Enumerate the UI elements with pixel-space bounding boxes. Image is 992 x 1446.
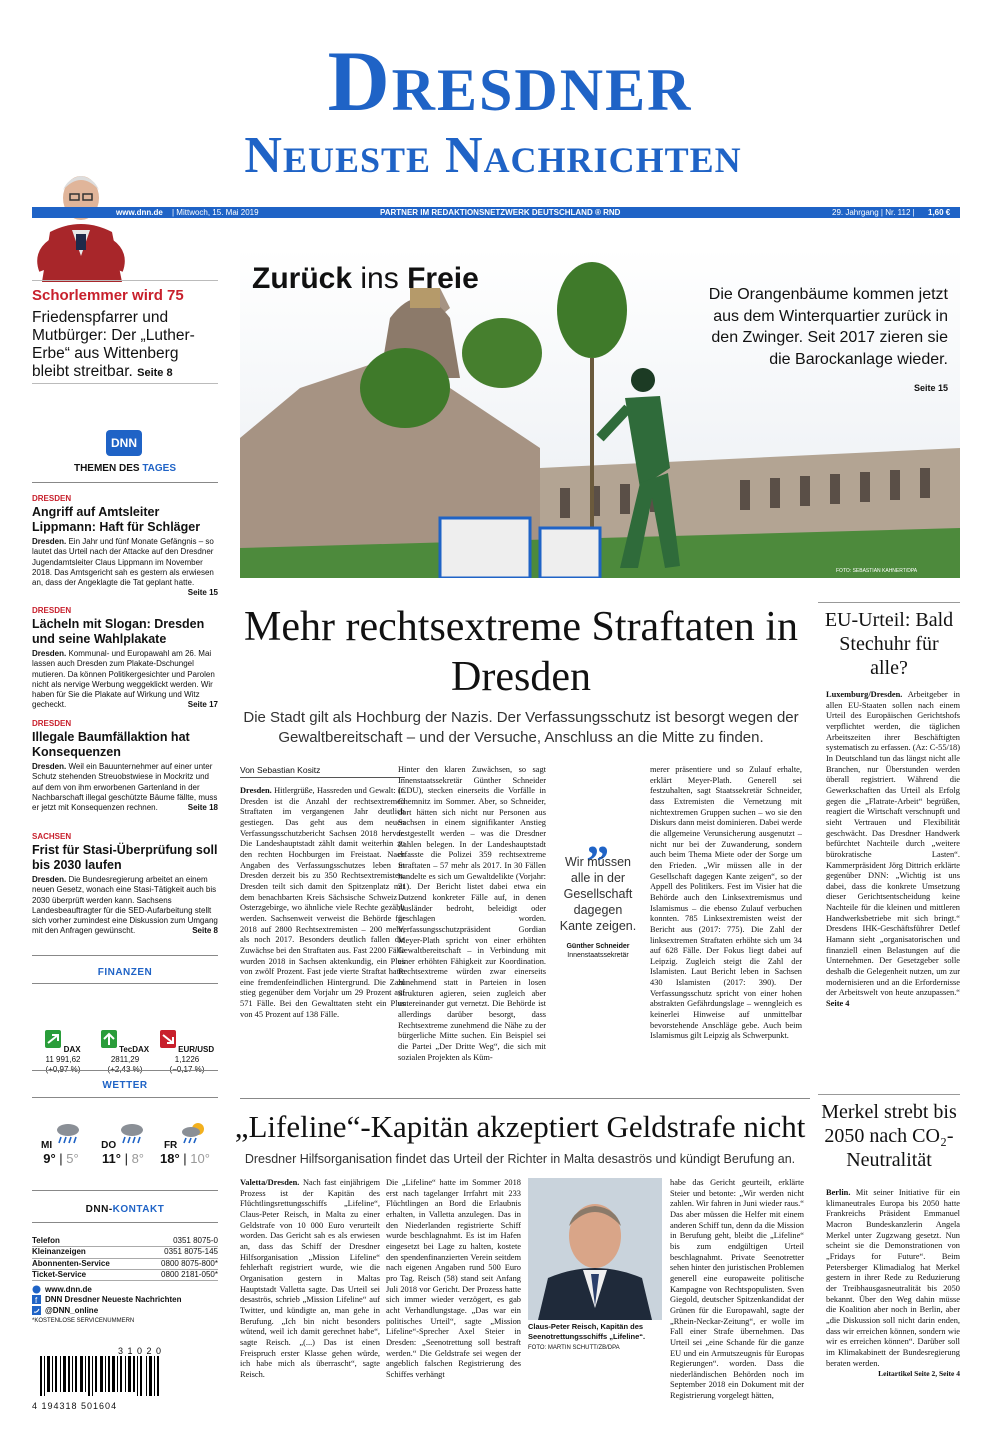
divider	[32, 955, 218, 956]
portrait-image	[32, 160, 130, 282]
masthead-title-line1: Dresdner	[327, 33, 693, 129]
second-subtitle: Dresdner Hilfsorganisation findet das Urteil der Richter in Malta desaströs und kündigt Berufung an.	[244, 1152, 796, 1166]
rain-cloud-icon	[119, 1122, 145, 1144]
divider	[32, 383, 218, 384]
barcode	[32, 1346, 162, 1411]
right-article-1: Luxemburg/Dresden. Arbeitgeber in allen EU-Staaten sollen nach einem Urteil des Europäischen Gerichtshofs verpflichtet werden, die täglichen Arbeitszeiten ihrer Beschäftigten systematisch zu erfassen. (Az: C-55/18) In Deutschland tun das längst nicht alle Branchen, nur Überstunden werden überall registriert. Während die Gewerkschaften das Urteil als Erfolg gegen die „Flatrate-Arbeit“ begrüßen, reagiert die Wirtschaft verschnupft und sieht Vertrauen und Flexibilität geschwächt. Das Dresdner Handwerk befürchtet Nachteile durch „weitere bürokratische Lasten“. Kammerpräsident Jörg Dittrich erklärte gegenüber DNN: „Wichtig ist uns dabei, dass die konkrete Umsetzung dieser Gerichtsentscheidung keine Nachteile für die kleinen und mittleren Handwerksbetriebe mit sich bringt.“ Dresdens IHK-Geschäftsführer Detlef Hamann sieht „organisatorischen und finanziell einen Belastungen auf die Unternehmen. Der Gesetzgeber solle deshalb die Gelegenheit nutzen, um zur modernisieren und an die Erfordernisse der Arbeitswelt von heute anzupassen.“ Seite 4	[826, 690, 960, 1009]
kontakt-row: Telefon 0351 8075-0	[32, 1236, 218, 1247]
main-subtitle: Die Stadt gilt als Hochburg der Nazis. Der Verfassungsschutz ist besorgt wegen der Gewaltbereitschaft – und der Versuche, Anschluss an die Mitte zu finden.	[243, 709, 799, 746]
teaser-page: Seite 8	[137, 367, 173, 379]
arrow-up-icon	[45, 1030, 61, 1048]
quote-text: Wir müssen alle in der Gesellschaft dagegen Kante zeigen.	[559, 855, 637, 933]
photo-page: Seite 15	[913, 383, 948, 393]
right-article-2: Berlin. Mit seiner Initiative für ein klimaneutrales Europa bis 2050 hatte Frankreichs Präsident Emmanuel Macron Bundeskanzlerin Angela Merkel unter Zugzwang gesetzt. Nun scheint sie die Demonstrationen von „Fridays for Future“. Beim Petersberger Klimadialog hat Merkel gestern in ihrer Rede zu Reduzierung der Treibhausgasneutralität bis 2050 bekannt. Über den Weg dahin müsse die Koalition aber noch in Berlin, aber „die Diskussion soll nicht darin enden, dass wir erreichen können, sondern wie wir es erreichen können“. Darüber soll im Klimakabinett der Bundesregierung beraten werden. Leitartikel Seite 2, Seite 4	[826, 1188, 960, 1379]
divider	[32, 1070, 218, 1071]
barcode-lines	[32, 1356, 162, 1396]
arrow-up-icon	[101, 1030, 117, 1048]
weather-day: FR 18° | 10°	[156, 1112, 214, 1166]
kontakt-row: Kleinanzeigen 0351 8075-145	[32, 1247, 218, 1258]
twitter-link[interactable]: @DNN_online	[45, 1305, 99, 1315]
issue-date: | Mittwoch, 15. Mai 2019	[172, 208, 259, 217]
kontakt-links	[32, 1285, 218, 1326]
divider	[32, 1190, 218, 1191]
article-column: Hinter den klaren Zuwächsen, so sagt Innenstaatssekretär Günther Schneider (CDU), stecken einerseits die Vorfälle in Chemnitz im Sommer. Aber, so Schneider, dort hätten sich nicht nur Personen aus Sachsen in einem signifikanter Anstieg festgestellt werden – was die Dresdner Zahlen belegen. In der Landeshauptstadt erfasste die Polizei 359 rechtsextreme Straftaten – 57 mehr als 2017. In 30 Fällen handelte es sich um Gewaltdelikte (Vorjahr: 21). Der Bericht listet dabei etwa ein Dutzend konkreter Fälle auf, in denen Ausländer bedroht, beleidigt oder geschlagen worden. Verfassungsschutzpräsident Gordian Meyer-Plath spricht von einer erhöhten Gewaltbereitschaft – in Verbindung mit einer erhöhten Fähigkeit zur Koordination. Rechtsextreme würden zwar einerseits zunehmend statt in Parteien in losen Strukturen agieren, seien zugleich aber untereinander gut vernetzt. Die Behörde ist allerdings darüber besorgt, dass Rechtsextreme zunehmend die Nähe zu der bürgerliche Mitte suchen. Ein Beispiel sei die Partei „Der Dritte Weg“, die sich mit sozialen Projekten als Küm-	[398, 765, 546, 1062]
divider	[32, 1222, 218, 1223]
second-headline[interactable]: „Lifeline“-Kapitän akzeptiert Geldstrafe nicht	[234, 1109, 806, 1144]
kontakt-table	[32, 1236, 218, 1281]
divider	[240, 1098, 810, 1099]
article-column: Dresden. Hitlergrüße, Hassreden und Gewalt: In Dresden ist die Anzahl der rechtsextremen Straftaten im vergangenen Jahr deutlich gestiegen. Das geht aus dem neuen Verfassungsschutzbericht Sachsen 2018 hervor. Die Landeshauptstadt zählt damit weiterhin zu den rechten Hochburgen im Freistaat. Nach Angaben des Verfassungsschutzes leben in Dresden derzeit bis zu 350 Rechtsextremisten. Dresden teilt sich damit den Spitzenplatz mit dem benachbarten Kreis Sächsische Schweiz – Osterzgebirge, wo ähnliche viele Rechte gezählt werden. Sachsenweit verweist die Behörde für 2018 auf 2800 Rechtsextremisten – 200 mehr, als noch 2017. Besonders deutlich fallen die Zuwächse bei den Straftaten aus. Fast 2200 Fälle wurden 2018 in Sachsen aktenkundig, ein Plus von zwölf Prozent. Fast jede vierte Straftat hatte eine fremdenfeindlichen Hintergrund. Die Zahl stieg gegenüber dem Vorjahr um 29 Prozent auf 571 Fälle. Bei den Gewalttaten steht ein Plus von 45 Prozent auf 138 Fälle.	[240, 786, 405, 1019]
sun-cloud-rain-icon	[180, 1122, 206, 1144]
kontakt-row: Abonnenten-Service 0800 8075-800*	[32, 1259, 218, 1270]
kontakt-row: Ticket-Service 0800 2181-050*	[32, 1270, 218, 1281]
partner-note: PARTNER IM REDAKTIONSNETZWERK DEUTSCHLAND ® RND	[380, 208, 621, 217]
barcode-bottom-number: 4 194318 501604	[32, 1401, 118, 1411]
website-link[interactable]: www.dnn.de	[116, 208, 163, 217]
themen-item[interactable]: DRESDEN Angriff auf Amtsleiter Lippmann: Haft für Schläger Dresden. Ein Jahr und fünf Monate Gefängnis – so lautet das Urteil nach der Attacke auf den Dresdner Jugendamtsleiter Claus Lippmann im November 2018. Das Amtsgericht sah es gestern als erwiesen an, dass der Angeklagte die Tat geplant hatte. Seite 15	[32, 494, 218, 598]
teaser-box[interactable]	[32, 287, 218, 382]
masthead-title-line2: Neueste Nachrichten	[244, 127, 742, 184]
quote-name: Günther Schneider	[566, 943, 630, 950]
article-column: merer präsentiere und so Zulauf erhalte, erklärt Meyer-Plath. Generell sei festzuhalten, sagt Staatssekretär Schneider, dass Extremisten die Vernetzung mit nichtextremen Gruppen suchen – wo sie den Diskurs dann meist dominieren. Dabei werde die allgemeine Verunsicherung ausgenutzt – nicht nur bei der Zuwanderung, sondern auch beim Thema Miete oder der Sorge um den Frieden. „Wir müssen alle in der Gesellschaft dagegen Kante zeigen“, so der Appell des Politikers. Fest im Visier hat die Behörde auch den Linksextremismus und Islamismus – die ebenso Zulauf verbuchen konnten. 785 Linksextremisten weist der Bericht aus (2017: 775). Die Zahl der linksextremen Straftaten erhöhte sich um 34 auf 628 Fälle. Der Fokus liegt dabei auf Leipzig. Zugleich steigt die Zahl der Islamisten. Laut Bericht leben in Sachsen 430 Islamisten (2017: 390). Der Verfassungsschutz spricht von einer hohen abstrakten Gefährdungslage – wenngleich es keinerlei Hinweise auf unmittelbar bevorstehende Anschläge gebe. Auch beim Islamismus gilt Leipzig als Schwerpunkt.	[650, 765, 802, 1041]
rain-cloud-icon	[55, 1122, 81, 1144]
photo-caption: Die Orangenbäume kommen jetzt aus dem Winterquartier zurück in den Zwinger. Seit 2017 zieren sie die Barockanlage wieder. Seite 15	[700, 284, 948, 400]
themen-item[interactable]: SACHSEN Frist für Stasi-Überprüfung soll bis 2030 laufen Dresden. Die Bundesregierung arbeitet an einem neuen Gesetz, wonach eine Stasi-Tätigkeit auch bis 2030 überprüft werden kann. Sachsens Landesbeauftragter für die SED-Aufarbeitung stellt sich vorher zumindest eine Diskussion zum Umgang mit den Anfragen gewünscht. Seite 8	[32, 832, 218, 936]
kontakt-title: DNN-KONTAKT	[85, 1204, 165, 1215]
stock-eurusd: EUR/USD 1,1226	[158, 1030, 216, 1075]
photo-credit: FOTO: SEBASTIAN KAHNERT/DPA	[836, 568, 918, 574]
divider	[818, 602, 960, 603]
quote-mark: „	[586, 812, 610, 863]
photo-headline: Zurück ins Freie	[252, 262, 479, 295]
weather-day: MI 9° | 5°	[32, 1112, 90, 1166]
divider	[32, 482, 218, 483]
wetter-title: WETTER	[102, 1080, 148, 1091]
stock-tecdax: TecDAX 2811,29	[96, 1030, 154, 1075]
teaser-headline: Schorlemmer wird 75	[32, 287, 184, 304]
stock-dax: DAX 11 991,62	[34, 1030, 92, 1075]
price: 1,60 €	[928, 208, 951, 217]
pull-quote	[556, 812, 640, 960]
themen-item[interactable]: DRESDEN Illegale Baumfällaktion hat Konsequenzen Dresden. Weil ein Bauunternehmer auf einer unter Schutz stehenden Streuobstwiese in Mockritz und auf dem von ihm erworbenen Gartenland in der Nachbarschaft illegal geschützte Bäume fällte, muss er jetzt mit Konsequenzen rechnen. Seite 18	[32, 719, 218, 813]
divider	[32, 1097, 218, 1098]
right-headline-2[interactable]: Merkel strebt bis 2050 nach CO₂-Neutralität	[821, 1101, 957, 1171]
kontakt-note: *KOSTENLOSE SERVICENUMMERN	[32, 1317, 135, 1324]
article-column: habe das Gericht geurteilt, erklärte Steier und betonte: „Wir werden nicht zahlen. Wir fahren in Juni wieder raus.“ Das aber müssen die Helfer mit einem anderen Schiff tun, denn da die Mission in Berufung geht, bleibt die „Lifeline“ bis zum endgültigen Urteil beschlagnahmt. Private Seenotretter sehen hinter den juristischen Problemen generell eine europaweite politische Kampagne von Rechtspopulisten. Sven Giegold, deutscher Spitzenkandidat der Grünen für die Europawahl, sagte der „Rhein-Neckar-Zeitung“, er wolle im Fall einer Strafe übernehmen. Das Urteil sei „eine Schande für die ganze EU und ein Armutszeugnis für Europas Regierungen“. worden. Dass die niederländischen Behörden noch im September 2018 ein Dokument mit der Registrierung vorgelegt hätten,	[670, 1178, 804, 1401]
divider	[32, 280, 218, 281]
author-line: Von Sebastian Kositz	[240, 765, 405, 778]
svg-text:f: f	[35, 1296, 38, 1305]
themen-item[interactable]: DRESDEN Lächeln mit Slogan: Dresden und seine Wahlplakate Dresden. Kommunal- und Europawahl am 26. Mai lassen auch Dresden zum Plakate-Dschungel mutieren. Da können Politikergesichter und Parolen nicht als nervige Werbung weggeklickt werden. Wir haben für Sie die Plakate auf Wirkung und Witz gecheckt. Seite 17	[32, 606, 218, 710]
dnn-logo: DNN	[106, 430, 142, 456]
facebook-icon	[32, 1295, 41, 1304]
photo2-caption: Claus-Peter Reisch, Kapitän des Seenotrettungsschiffs „Lifeline“. FOTO: MARTIN SCHUTT/ZB/DPA	[528, 1322, 646, 1351]
web-link[interactable]: www.dnn.de	[45, 1285, 92, 1294]
divider	[32, 983, 218, 984]
globe-icon	[32, 1285, 41, 1294]
teaser-text: Friedenspfarrer und Mutbürger: Der „Luther-Erbe“ aus Wittenberg bleibt streitbar.	[32, 309, 195, 380]
main-headline[interactable]: Mehr rechtsextreme Straftaten in Dresden	[244, 604, 798, 700]
finanzen-title: FINANZEN	[97, 967, 153, 978]
reisch-photo	[528, 1178, 662, 1320]
divider	[818, 1094, 960, 1095]
article-column: Valetta/Dresden. Nach fast einjährigem Prozess ist der Kapitän des Flüchtlingsrettungsschiffs „Lifeline“, Claus-Peter Reisch, in Malta zu einer Geldstrafe von 10 000 Euro verurteilt worden. Das Gericht sah es als erwiesen an, dass das Schiff der Dresdner Hilfsorganisation „Mission Lifeline“ fehlerhaft registriert wurde, wie die Organisation gestern in Maltas Hauptstadt Valletta sagte. Das Urteil sei desaströs, schrieb „Mission Lifeline“ auf Twitter, und kündigte an, man gehe in Berufung. „Ich bin nicht besonders wütend, weil ich damit gerechnet habe“, sagte Reisch. „(...) Das ist einen Freispruch erster Klasse gehen würde, ich habe mich als überrascht“, sagte Reisch.	[240, 1178, 380, 1379]
arrow-down-icon	[160, 1030, 176, 1048]
weather-day: DO 11° | 8°	[94, 1112, 152, 1166]
article-column: Die „Lifeline“ hatte im Sommer 2018 erst nach tagelanger Irrfahrt mit 233 Flüchtlingen an Bord die Erlaubnis erhalten, in Valletta anzulegen. Das in den Niederlanden registrierte Schiff wurde beschlagnahmt. Es ist im Hafen eingesetzt bei Lage zu halten, kostete den spendenfinanzierten Verein seitdem nach eigenen Angaben rund 500 Euro pro Tag. Reisch (58) stand seit Anfang Juli 2018 vor Gericht. Der Prozess hatte sich immer wieder verzögert, es gab acht Verhandlungstage. „Das war ein politisches Urteil“, sagte „Mission Lifeline“-Sprecher Axel Steier in Dresden: „Seenotrettung soll bestraft werden.“ Die Geldstrafe sei wegen der angeblich falschen Registrierung des Schiffes verhängt	[386, 1178, 521, 1379]
themen-title: THEMEN DES TAGES	[73, 463, 177, 474]
facebook-link[interactable]: DNN Dresdner Neueste Nachrichten	[45, 1295, 182, 1305]
quote-role: Innenstaatssekretär	[567, 952, 629, 959]
twitter-icon	[32, 1306, 41, 1315]
barcode-top-number: 3 1 0 2 0	[117, 1346, 162, 1356]
right-headline-1[interactable]: EU-Urteil: Bald Stechuhr für alle?	[824, 609, 954, 679]
masthead-info-bar	[32, 207, 960, 218]
issue-number: 29. Jahrgang | Nr. 112 |	[832, 208, 915, 217]
